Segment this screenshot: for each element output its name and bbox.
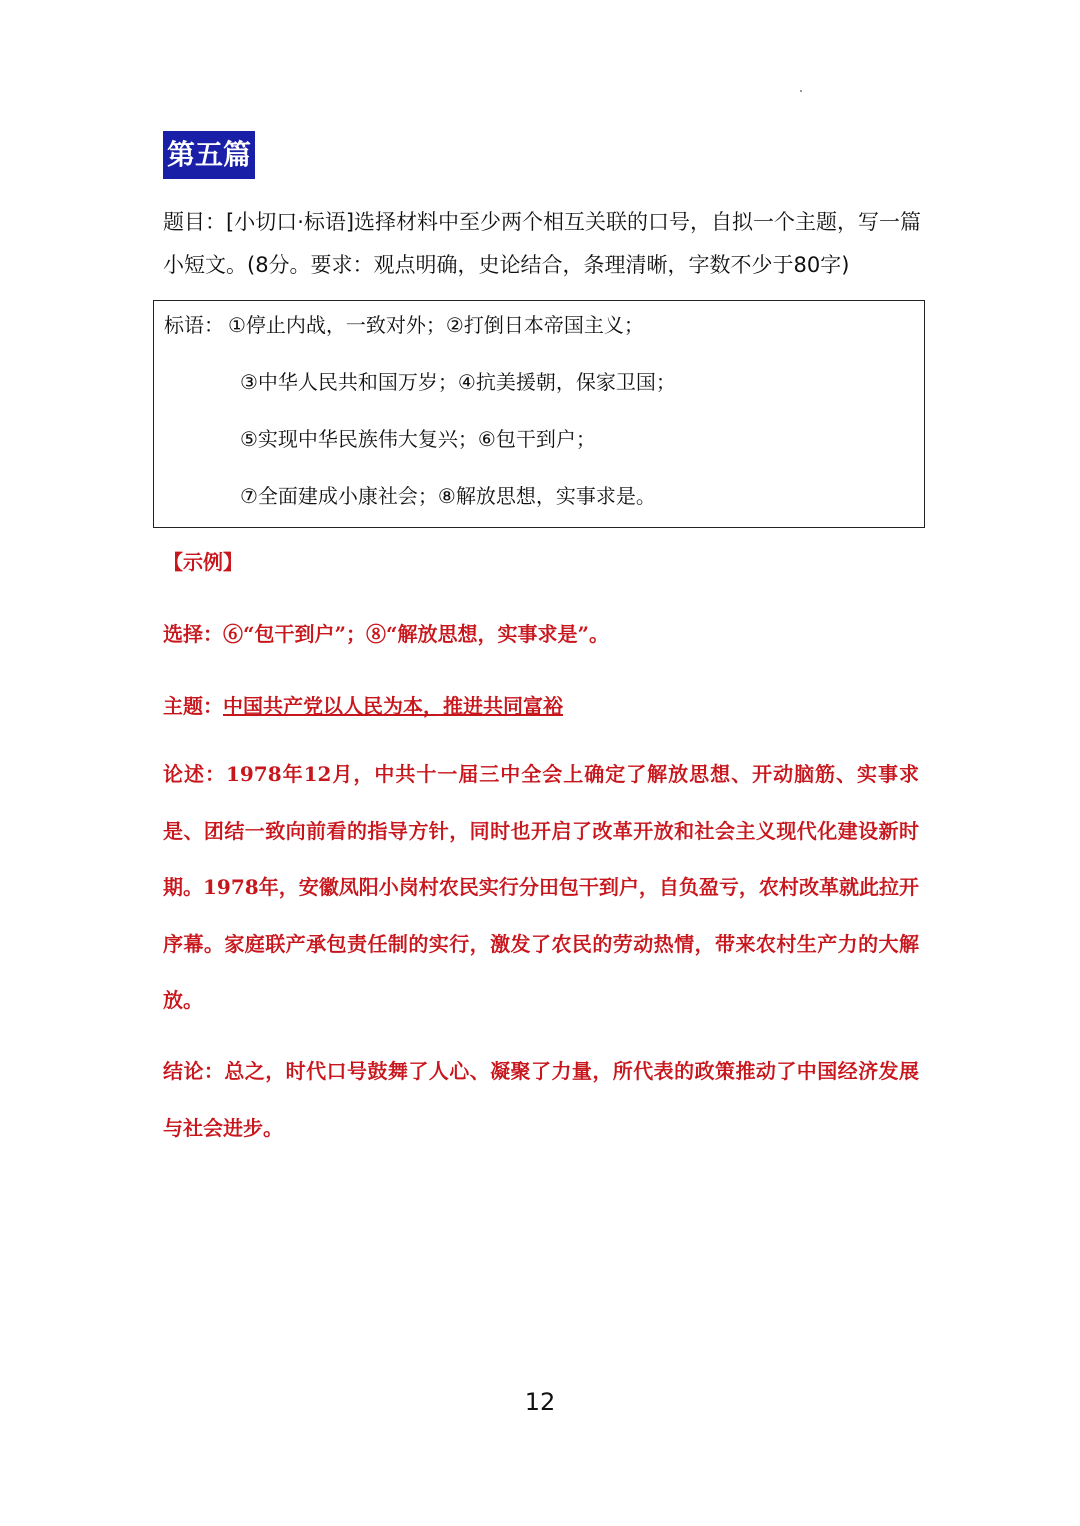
example-label: 【示例】 — [163, 550, 243, 574]
section-heading: 第五篇 — [163, 131, 255, 179]
slogan-line-2: ③中华人民共和国万岁；④抗美援朝，保家卫国； — [240, 370, 676, 394]
theme-label: 主题： — [163, 694, 223, 718]
example-conclusion: 结论：总之，时代口号鼓舞了人心、凝聚了力量，所代表的政策推动了中国经济发展与社会进步。 — [163, 1059, 919, 1140]
page-number: 12 — [524, 1388, 556, 1416]
slogan-line-1: ①停止内战，一致对外；②打倒日本帝国主义； — [228, 313, 644, 337]
theme-text: 中国共产党以人民为本，推进共同富裕 — [223, 694, 563, 718]
question-prompt: 题目：[小切口·标语]选择材料中至少两个相互关联的口号，自拟一个主题，写一篇小短文。(8分。要求：观点明确，史论结合，条理清晰，字数不少于80字) — [163, 210, 922, 277]
slogan-line-3: ⑤实现中华民族伟大复兴；⑥包干到户； — [240, 427, 596, 451]
decorative-dot — [800, 90, 802, 92]
example-argument: 论述：1978年12月，中共十一届三中全会上确定了解放思想、开动脑筋、实事求是、团结一致向前看的指导方针，同时也开启了改革开放和社会主义现代化建设新时期。1978年，安徽凤阳小岗村农民实行分田包干到户，自负盈亏，农村改革就此拉开序幕。家庭联产承包责任制的实行，激发了农民的劳动热情，带来农村生产力的大解放。 — [163, 762, 919, 1012]
slogan-label: 标语： — [164, 313, 224, 337]
example-choice: 选择：⑥“包干到户”；⑧“解放思想，实事求是”。 — [163, 622, 610, 646]
example-theme — [163, 690, 563, 719]
slogan-line-4: ⑦全面建成小康社会；⑧解放思想，实事求是。 — [240, 484, 656, 508]
slogan-box — [153, 300, 925, 528]
